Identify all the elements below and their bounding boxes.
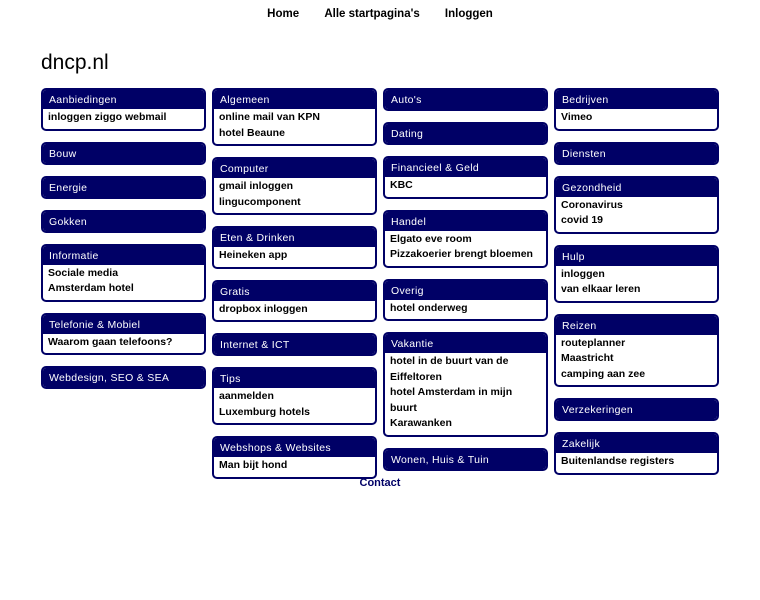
category-link[interactable]: Buitenlandse registers (561, 455, 675, 467)
category-links (214, 178, 375, 213)
category-box (212, 436, 377, 479)
category-link[interactable]: hotel in de buurt van de Eiffeltoren (390, 355, 509, 383)
category-link[interactable]: Amsterdam hotel (48, 282, 134, 294)
category-header[interactable]: Dating (385, 124, 546, 143)
category-link[interactable]: dropbox inloggen (219, 302, 308, 315)
category-link[interactable]: Karawanken (390, 417, 452, 429)
category-header[interactable]: Algemeen (214, 90, 375, 109)
category-link[interactable]: inloggen (561, 267, 605, 280)
category-links (214, 388, 375, 423)
category-header[interactable]: Hulp (556, 247, 717, 266)
category-link[interactable]: hotel Beaune (219, 126, 285, 139)
category-link[interactable]: Vimeo (561, 111, 593, 123)
category-links (214, 301, 375, 321)
top-navigation (0, 8, 760, 20)
category-header[interactable]: Handel (385, 212, 546, 231)
site-title: dncp.nl (41, 51, 109, 74)
category-link[interactable]: camping aan zee (561, 367, 646, 380)
category-link[interactable]: Waarom gaan telefoons? (48, 335, 173, 348)
category-header[interactable]: Computer (214, 159, 375, 178)
category-box (554, 245, 719, 303)
category-links (214, 109, 375, 144)
category-links (385, 353, 546, 435)
category-links (556, 109, 717, 129)
category-links (43, 109, 204, 129)
category-header[interactable]: Verzekeringen (556, 400, 717, 419)
category-header[interactable]: Webshops & Websites (214, 438, 375, 457)
category-links (556, 197, 717, 232)
category-link[interactable]: Pizzakoerier brengt bloemen (390, 248, 533, 260)
category-box (212, 88, 377, 146)
category-link[interactable]: Maastricht (561, 352, 614, 364)
category-links (43, 265, 204, 300)
category-column (554, 88, 719, 486)
category-box (383, 279, 548, 322)
category-link[interactable]: hotel onderweg (390, 301, 468, 314)
category-link[interactable]: lingucomponent (219, 195, 301, 208)
category-links (556, 453, 717, 473)
category-box (554, 398, 719, 421)
nav-login-link[interactable]: Inloggen (444, 8, 493, 20)
category-header[interactable]: Informatie (43, 246, 204, 265)
category-link[interactable]: gmail inloggen (219, 180, 294, 192)
category-box (212, 367, 377, 425)
category-header[interactable]: Gezondheid (556, 178, 717, 197)
nav-all-pages-link[interactable]: Alle startpagina's (324, 8, 420, 20)
footer (0, 477, 760, 489)
category-box (212, 157, 377, 215)
category-box (554, 432, 719, 475)
category-links (214, 457, 375, 477)
category-box (383, 332, 548, 437)
category-link[interactable]: KBC (390, 179, 413, 191)
contact-link[interactable]: Contact (359, 477, 401, 489)
category-link[interactable]: van elkaar leren (561, 283, 641, 295)
category-header[interactable]: Gratis (214, 282, 375, 301)
category-links (43, 334, 204, 354)
category-header[interactable]: Wonen, Huis & Tuin (385, 450, 546, 469)
category-header[interactable]: Telefonie & Mobiel (43, 315, 204, 334)
category-header[interactable]: Eten & Drinken (214, 228, 375, 247)
category-link[interactable]: Man bijt hond (219, 459, 288, 471)
category-box (41, 313, 206, 356)
category-header[interactable]: Bouw (43, 144, 204, 163)
category-column (383, 88, 548, 482)
category-box (554, 314, 719, 388)
category-box (212, 226, 377, 269)
category-box (383, 88, 548, 111)
category-box (212, 333, 377, 356)
category-link[interactable]: Elgato eve room (390, 232, 472, 245)
category-box (554, 88, 719, 131)
category-link[interactable]: Coronavirus (561, 198, 623, 211)
category-box (383, 448, 548, 471)
category-header[interactable]: Energie (43, 178, 204, 197)
category-link[interactable]: covid 19 (561, 214, 604, 226)
category-header[interactable]: Internet & ICT (214, 335, 375, 354)
category-links (556, 266, 717, 301)
category-column (41, 88, 206, 400)
category-header[interactable]: Bedrijven (556, 90, 717, 109)
category-link[interactable]: Luxemburg hotels (219, 405, 311, 418)
category-box (554, 142, 719, 165)
category-links (214, 247, 375, 267)
category-box (41, 88, 206, 131)
category-header[interactable]: Tips (214, 369, 375, 388)
category-box (41, 366, 206, 389)
category-header[interactable]: Auto's (385, 90, 546, 109)
category-link[interactable]: Heineken app (219, 249, 288, 261)
category-box (383, 210, 548, 268)
category-box (554, 176, 719, 234)
category-header[interactable]: Overig (385, 281, 546, 300)
category-header[interactable]: Aanbiedingen (43, 90, 204, 109)
category-box (383, 122, 548, 145)
category-header[interactable]: Gokken (43, 212, 204, 231)
category-links (385, 177, 546, 197)
category-links (385, 300, 546, 320)
category-header[interactable]: Financieel & Geld (385, 158, 546, 177)
category-header[interactable]: Zakelijk (556, 434, 717, 453)
category-link[interactable]: routeplanner (561, 336, 626, 349)
category-link[interactable]: inloggen ziggo webmail (48, 111, 167, 123)
category-header[interactable]: Diensten (556, 144, 717, 163)
category-box (41, 210, 206, 233)
category-column (212, 88, 377, 490)
category-link[interactable]: online mail van KPN (219, 111, 320, 123)
category-box (212, 280, 377, 323)
category-box (383, 156, 548, 199)
category-header[interactable]: Webdesign, SEO & SEA (43, 368, 204, 387)
category-link[interactable]: hotel Amsterdam in mijn buurt (390, 386, 513, 414)
nav-home-link[interactable]: Home (267, 8, 300, 20)
category-box (41, 142, 206, 165)
category-header[interactable]: Vakantie (385, 334, 546, 353)
category-box (41, 244, 206, 302)
category-link[interactable]: aanmelden (219, 390, 274, 402)
category-header[interactable]: Reizen (556, 316, 717, 335)
category-box (41, 176, 206, 199)
category-link[interactable]: Sociale media (48, 266, 119, 279)
category-links (385, 231, 546, 266)
category-links (556, 335, 717, 386)
